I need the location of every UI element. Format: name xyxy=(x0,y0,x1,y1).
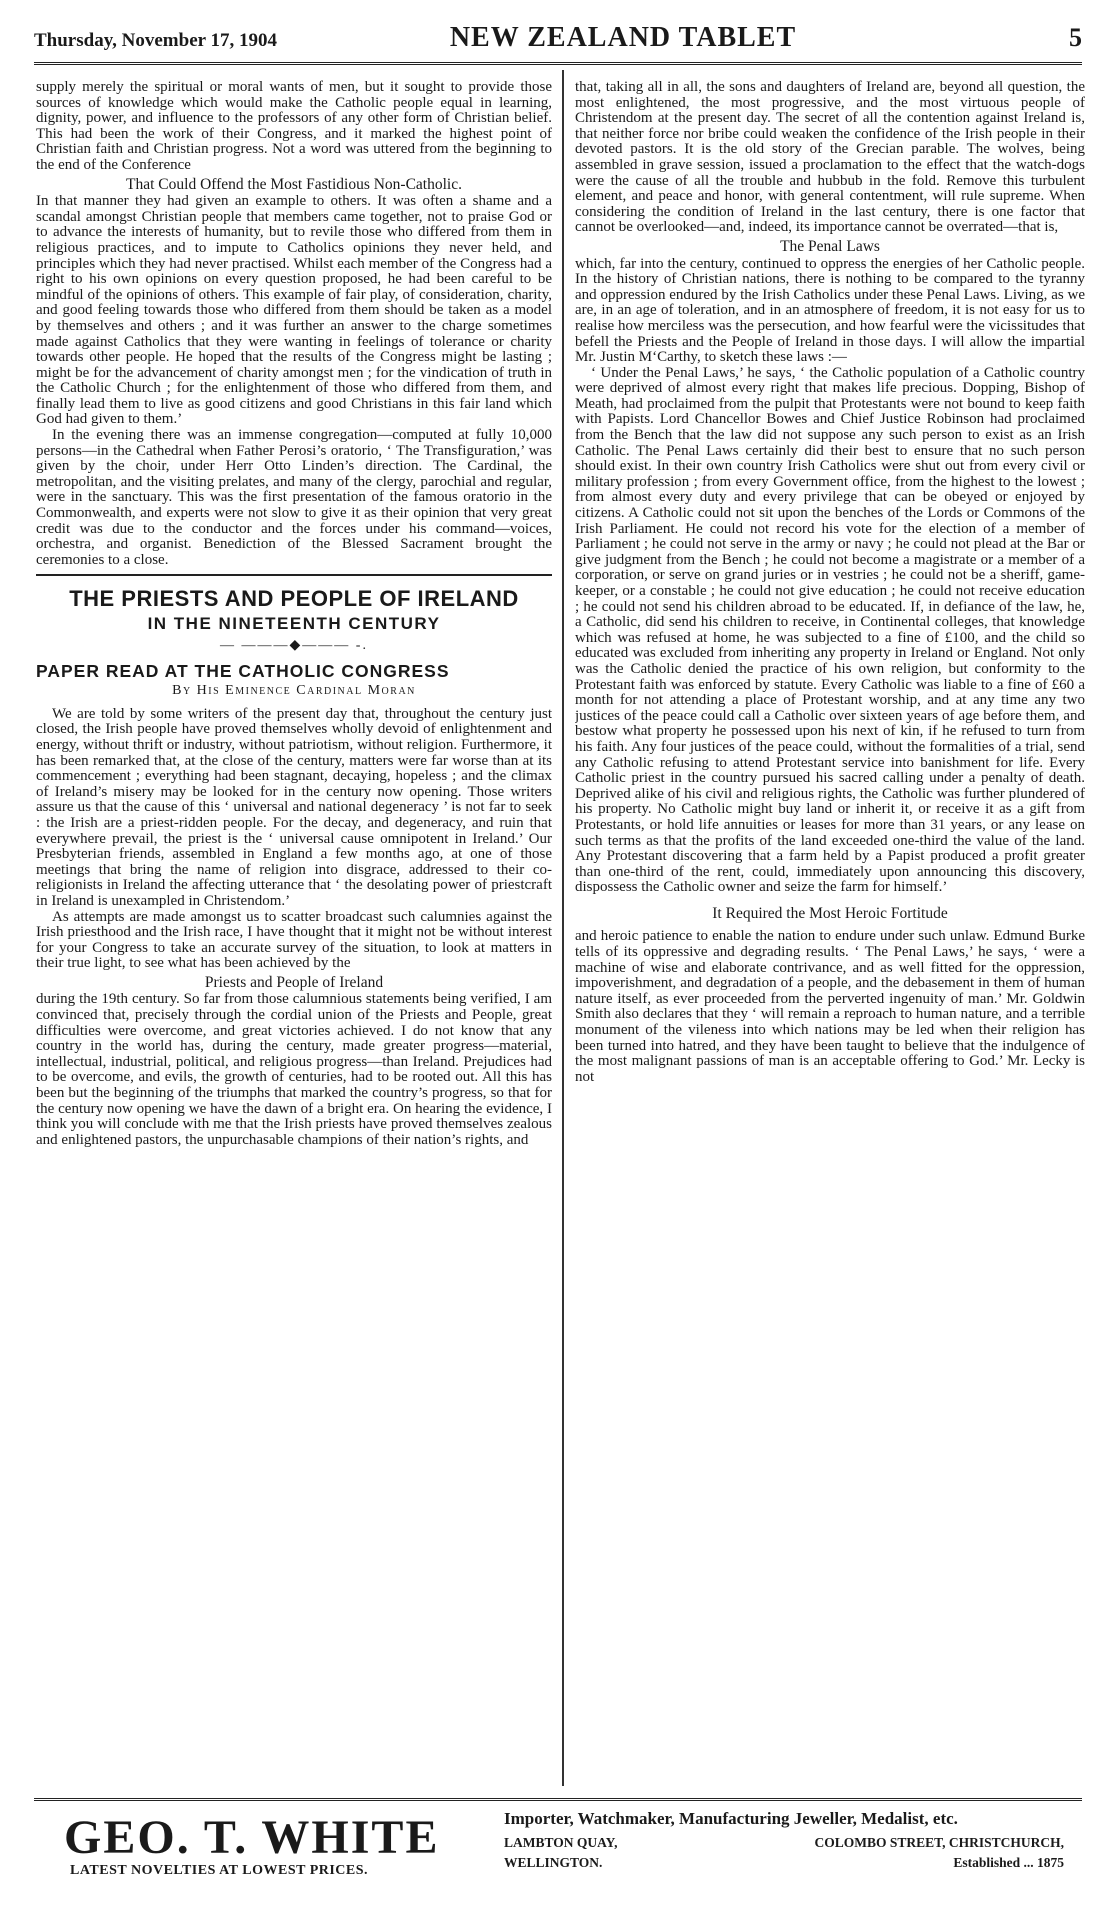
advertiser-address-line2 xyxy=(504,1855,1064,1871)
subheading: The Penal Laws xyxy=(780,237,880,255)
paragraph: As attempts are made amongst us to scatter broadcast such calumnies against the Irish priesthood and the Irish race, I have thought that it might not be without interest for your Congress to take an accurate survey of the situation, to look at matters in their true light, to see what has been achieved by the xyxy=(36,908,552,972)
article-subtitle: IN THE NINETEENTH CENTURY xyxy=(147,614,441,634)
article-title: THE PRIESTS AND PEOPLE OF IRELAND xyxy=(69,586,519,612)
advertiser-name: GEO. T. WHITE xyxy=(64,1811,440,1864)
subheading: Priests and People of Ireland xyxy=(204,973,384,991)
address-right: COLOMBO STREET, CHRISTCHURCH, xyxy=(814,1835,1064,1850)
paragraph: In the evening there was an immense congregation—computed at fully 10,000 persons—in the Cathedral when Father Perosi’s oratorio, ‘ The Transfiguration,’ was given by the choir, under Herr Otto Linden’s direction. The Cardinal, the metropolitan, and the visiting prelates, and many of the clergy, parochial and regular, were in the sanctuary. This was the first presentation of the famous oratorio in the Commonwealth, and experts were not slow to give it as their opinion that very great credit was due to the conductor and the forces under his command—voices, orchestra, and organist. Benediction of the Blessed Sacrament brought the ceremonies to a close. xyxy=(36,427,552,568)
address-left: LAMBTON QUAY, xyxy=(504,1835,618,1850)
byline: By His Eminence Cardinal Moran xyxy=(172,683,416,699)
advertiser-tagline: LATEST NOVELTIES AT LOWEST PRICES. xyxy=(70,1863,369,1878)
paragraph: which, far into the century, continued to oppress the energies of her Catholic people. In the history of Christian nations, there is nothing to be compared to the tyranny and oppression endured by the Irish Catholics under these Penal Laws. Living, as we are, in an age of toleration, and in an atmosphere of freedom, it is not easy for us to realise how merciless was the persecution, and how fearful were the vicissitudes that befell the Priests and the People of Ireland in those days. I will allow the impartial Mr. Justin M‘Carthy, to sketch these laws :— xyxy=(575,255,1085,366)
subheading: That Could Offend the Most Fastidious Non-Catholic. xyxy=(126,175,462,193)
paragraph: supply merely the spiritual or moral wants of men, but it sought to provide those sources of knowledge which would make the Catholic people equal in learning, dignity, power, and influence to the professors of any other form of Christian belief. This had been the work of their Congress, and it marked the highest point of Christian faith and Christian progress. Not a word was uttered from the beginning to the end of the Conference xyxy=(36,80,552,173)
subheading: It Required the Most Heroic Fortitude xyxy=(712,904,948,922)
paragraph: and heroic patience to enable the nation to endure under such unlaw. Edmund Burke tells of its oppressive and degrading results. ‘ The Penal Laws,’ he says, ‘ were a machine of wise and elaborate contrivance, and as well fitted for the oppression, impoverishment, and degradation of a people, and the debasement in them of human nature itself, as ever proceeded from the perverted ingenuity of man.’ Mr. Goldwin Smith also declares that they ‘ will remain a reproach to human nature, and a terrible monument of the vileness into which nations may be led when their religion has been turned into hatred, and they have been taught to believe that the indulgence of the most malignant passions of man is an acceptable offering to God.’ Mr. Lecky is not xyxy=(575,928,1085,1085)
paragraph: In that manner they had given an example to others. It was often a shame and a scandal amongst Christian people that members came together, not to praise God or to advance the interests of humanity, but to revile those who differed from them in religious practices, and to impute to Catholics opinions they never held, and principles which they had never practised. Whilst each member of the Congress had a right to his own opinions on every question proposed, he had been careful to be mindful of the opinions of others. This example of fair play, of consideration, charity, and good feeling towards those who differed from them should be taken as a model by themselves and others ; and it was further an answer to the charge sometimes made against Catholics that they were wanting in feelings of tolerance or charity towards other people. He hoped that the results of the Congress might be lasting ; might be for the advancement of charity amongst men ; for the vindication of truth in the Catholic Church ; for the enlightenment of those who differed from them, and finally lead them to live as good citizens and good Christians in this fair land which God had given to them.’ xyxy=(36,193,552,428)
address-city: WELLINGTON. xyxy=(504,1855,603,1870)
masthead xyxy=(34,22,1082,65)
newspaper-title: NEW ZEALAND TABLET xyxy=(449,22,797,53)
advertisement xyxy=(34,1798,1082,1891)
paragraph: We are told by some writers of the present day that, throughout the century just closed, the Irish people have proved themselves wholly devoid of enlightenment and energy, without thrift or industry, without patriotism, without religion. Furthermore, it has been remarked that, at the close of the century, matters were far worse than at its commencement ; everything had been stagnant, decaying, hopeless ; and the climax of Ireland’s misery may be looked for in the century now opening. Those writers assure us that the cause of this ‘ universal and national degeneracy ’ is not far to seek : the Irish are a priest-ridden people. For the decay, and degeneracy, and ruin that everywhere prevail, the priest is the ‘ universal cause omnipotent in Ireland.’ Our Presbyterian friends, assembled in England a few months ago, at one of those meetings that bring the name of religion into disgrace, addressed to their co-religionists in Ireland the affecting utterance that ‘ the desolating power of priestcraft in Ireland is unexampled in Christendom.’ xyxy=(36,705,552,909)
paragraph: that, taking all in all, the sons and daughters of Ireland are, beyond all question, the most enlightened, the most progressive, and the most virtuous people of Christendom at the present day. The secret of all the contention against Ireland is, that neither force nor bribe could weaken the confidence of the Irish people in their devoted pastors. It is the old story of the Grecian parable. The wolves, being assembled in grave session, issued a proclamation to the effect that the watch-dogs were the cause of all the trouble and hubbub in the fold. Remove this turbulent element, and peace and honor, with general contentment, will rule supreme. When considering the condition of Ireland in the last century, there is one factor that cannot be overlooked—and, indeed, its importance cannot be overrated—that is, xyxy=(575,80,1085,236)
article-kicker: PAPER READ AT THE CATHOLIC CONGRESS xyxy=(36,660,450,681)
paragraph: ‘ Under the Penal Laws,’ he says, ‘ the Catholic population of a Catholic country were deprived of almost every right that makes life precious. Dopping, Bishop of Meath, had proclaimed from the pulpit that Protestants were not bound to keep faith with Papists. Lord Chancellor Bowes and Chief Justice Robinson had proclaimed from the Bench that the law did not suppose any such person to exist as an Irish Catholic. The Penal Laws certainly did their best to ensure that no such person should exist. In their own country Irish Catholics were shut out from every civil or military profession ; from every Government office, from the highest to the lowest ; from almost every duty and every privilege that can be obeyed or enjoyed by citizens. A Catholic could not sit upon the benches of the Lords or Commons of the Irish Parliament. He could not record his vote for the election of a member of Parliament ; he could not serve in the army or navy ; he could not plead at the Bar or give judgment from the Bench ; he could not become a magistrate or a member of a corporation, or serve on grand juries or in vestries ; he could not be a sheriff, game-keeper, or a constable ; he could not give education ; he could not receive education ; he could not send his children abroad to be educated. If, in defiance of the law, he, a Catholic, did send his children to receive, in Continental colleges, that knowledge which was refused at home, he was subjected to a fine of £100, and the child so educated was excluded from inheriting any property in Ireland or England. Not only was the Catholic denied the practice of his own religion, but conformity to the Protestant faith was enforced by statute. Every Catholic was liable to a fine of £60 a month for not attending a place of Protestant worship, and at any time any two justices of the peace could call a Catholic over sixteen years of age before them, and bestow what property he possessed upon his next of kin, if he refused to turn from his faith. Any four justices of the peace could, without the formalities of a trial, send any Catholic refusing to attend Protestant service into banishment for life. Every Catholic priest in the country pursued his sacred calling under a penalty of death. Deprived alike of his civil and religious rights, the Catholic was further plundered of his property. No Catholic might buy land or inherit it, or receive it as a gift from Protestants, or hold life annuities or leases for more than 31 years, or any lease on such terms as that the profits of the land exceeded one-third the value of the land. Any Protestant discovering that a farm held by a Papist produced a profit greater than one-third of the rent, could, immediately upon announcing this discovery, dispossess the Catholic owner and seize the farm for himself.’ xyxy=(575,364,1085,896)
advertiser-trades: Importer, Watchmaker, Manufacturing Jeweller, Medalist, etc. xyxy=(504,1809,958,1828)
issue-date: Thursday, November 17, 1904 xyxy=(34,30,277,51)
page-number: 5 xyxy=(1069,23,1082,52)
established-date: Established ... 1875 xyxy=(953,1855,1064,1870)
left-column xyxy=(36,80,552,1784)
paragraph: during the 19th century. So far from those calumnious statements being verified, I am convinced that, precisely through the cordial union of the Priests and People, great difficulties were overcome, and great victories achieved. I do not know that any country in the world has, during the century, made greater progress—material, intellectual, industrial, political, and religious progress—than Ireland. Prejudices had to be overcome, and evils, the growth of centuries, had to be rooted out. All this has been but the beginning of the triumphs that marked the country’s progress, so that for the century now opening we have the dawn of a bright era. On hearing the evidence, I think you will conclude with me that the Irish priests have proved themselves zealous and enlightened pastors, the unpurchasable champions of their nation’s rights, and xyxy=(36,991,552,1148)
ornament-divider: — ———◆——— -. xyxy=(220,638,368,653)
column-divider xyxy=(562,70,564,1786)
right-column xyxy=(575,80,1085,1784)
advertiser-address xyxy=(504,1835,1064,1851)
section-rule xyxy=(36,574,552,576)
